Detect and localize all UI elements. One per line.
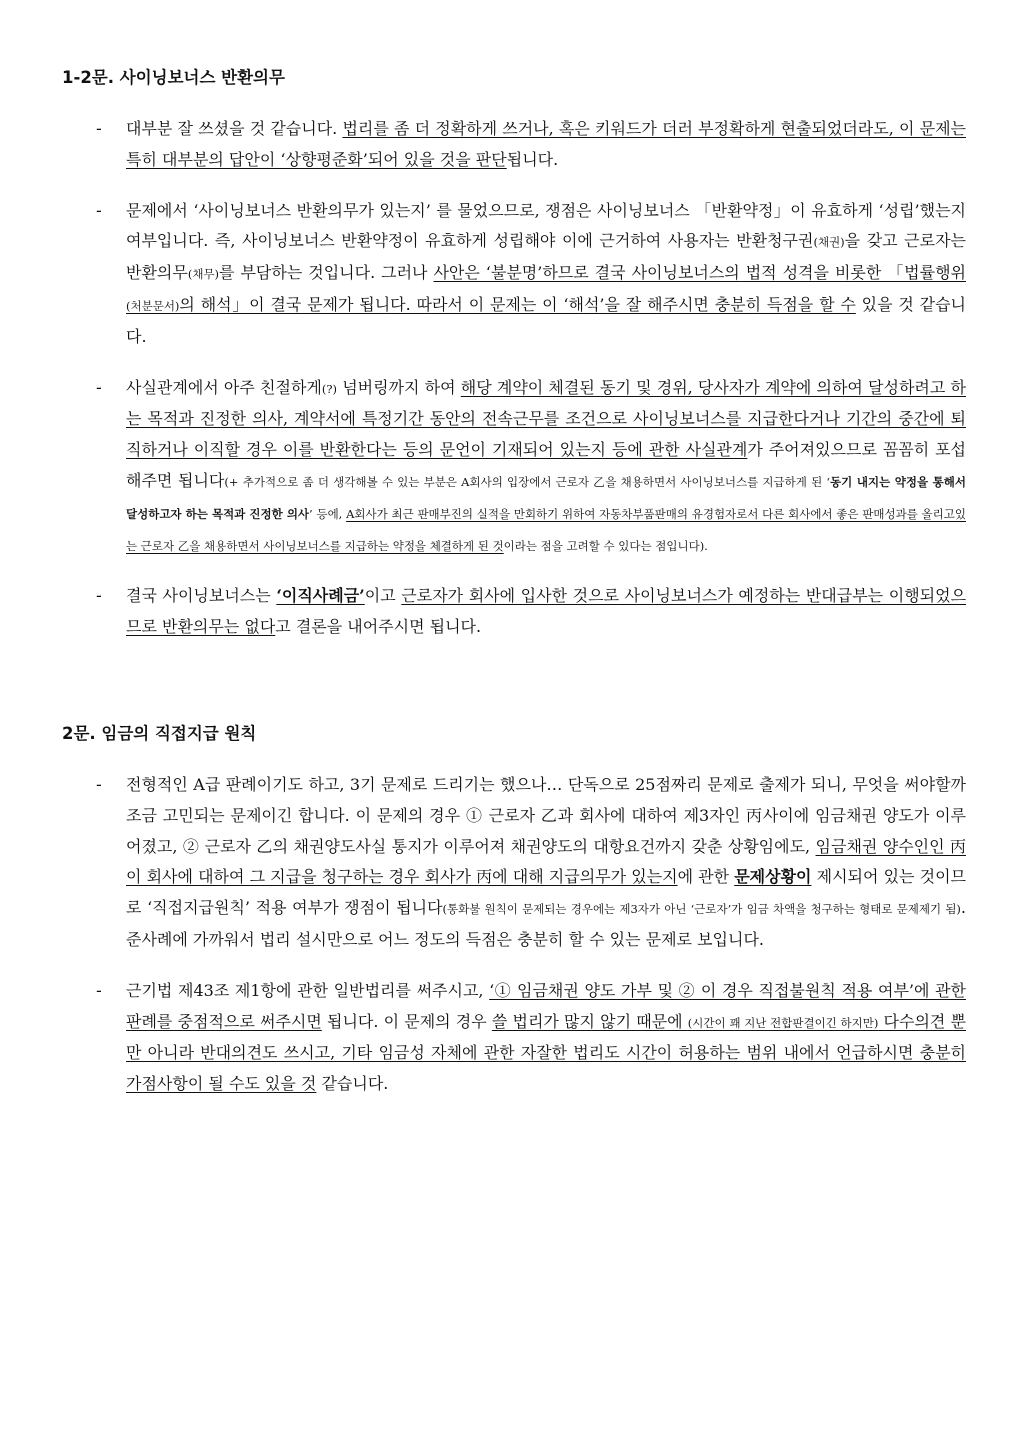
text-run: 을 갖고 근로자는 반환의무 (126, 231, 966, 283)
underlined-small-text-run: (시간이 꽤 지난 전합판결이긴 하지만) (687, 1015, 879, 1030)
section-heading: 1-2문. 사이닝보너스 반환의무 (62, 68, 285, 87)
underlined-text-run: 다수의견 뿐만 아니라 반대의견도 쓰시고, 기타 임금성 자체에 관한 자잘한 법리도 시간이 허용하는 범위 내에서 언급하시면 충분히 가점사항이 될 수도 있을 것 (126, 1011, 967, 1094)
list-item (62, 770, 966, 956)
small-text-run: ’ 등에, (309, 506, 347, 521)
list-item (62, 373, 966, 562)
small-text-run: (+ 추가적으로 좀 더 생각해볼 수 있는 부분은 A회사의 입장에서 근로자 乙을 채용하면서 사이닝보너스를 지급하게 된 ‘ (224, 474, 831, 489)
underlined-small-text-run: (처분문서) (126, 298, 180, 313)
underlined-text-run: 의 해석」이 결국 문제가 됩니다. 따라서 이 문제는 이 ‘해석’을 잘 해주시면 충분히 득점을 할 수 (179, 294, 856, 314)
underlined-text-run: 근로자가 회사에 입사한 것으로 사이닝보너스가 예정하는 반대급부는 이행되었으므로 반환의무는 없다 (126, 586, 967, 637)
small-text-run: (통화불 원칙이 문제되는 경우에는 제3자가 아닌 ‘근로자’가 임금 차액을 청구하는 형태로 문제제기 됨) (442, 902, 961, 917)
text-run: . 준사례에 가까워서 법리 설시만으로 어느 정도의 득점은 충분히 할 수 있는 문제로 보입니다. (126, 898, 967, 949)
text-run: 근기법 제43조 제1항에 관한 일반법리를 써주시고, (126, 980, 490, 1000)
bold-underlined-text-run: 문제상황이 (734, 867, 812, 887)
underlined-text-run: 임금채권 양수인인 丙이 회사에 대하여 그 지급을 청구하는 경우 회사가 丙에 대해 지급의무가 있는지 (126, 836, 966, 887)
item-text (126, 581, 966, 643)
small-text-run: (채권) (813, 235, 845, 250)
bullet-dash: - (96, 377, 102, 397)
list-item (62, 114, 966, 176)
bullet-dash: - (96, 119, 102, 138)
section-heading: 2문. 임금의 직접지급 원칙 (62, 724, 257, 743)
list-item (62, 196, 966, 353)
section-1-2-signing-bonus (62, 64, 966, 663)
text-run: 이고 (364, 586, 402, 606)
text-run: 전형적인 A급 판례이기도 하고, 3기 문제로 드리기는 했으나… 단독으로 25점짜리 문제로 출제가 되니, 무엇을 써야할까 조금 고민되는 문제이긴 합니다. 이 문제의 경우 ① 근로자 乙과 회사에 대하여 제3자인 丙사이에 임금채권 양도가 이루어졌고, ② 근로자 乙의 채권양도사실 통지가 이루어져 채권양도의 대항요건까지 갖춘 상황임에도, (126, 775, 966, 856)
text-run: 결국 사이닝보너스는 (126, 586, 277, 606)
item-text (126, 770, 966, 956)
text-run: 사실관계에서 아주 친절하게 (126, 377, 322, 397)
underlined-small-text-run: A회사가 최근 판매부진의 실적을 만회하기 위하여 자동차부품판매의 유경험자로서 다른 회사에서 좋은 판매성과를 올리고있는 근로자 乙을 채용하면서 사이닝보너스를 지급하는 약정을 체결하게 된 것 (126, 506, 966, 553)
section-2-direct-wage-payment (62, 720, 966, 1120)
underlined-text-run: 법리를 좀 더 정확하게 쓰거나, 혹은 키워드가 더러 부정확하게 현출되었더라도, 이 문제는 특히 대부분의 답안이 ‘상향평준화’되어 있을 것을 판단 (126, 119, 966, 169)
bullet-dash: - (96, 200, 102, 220)
text-run: 있을 것 같습니다. (126, 294, 966, 346)
underlined-text-run: 쓸 법리가 많지 않기 때문에 (491, 1011, 688, 1031)
bold-small-text-run: 동기 내지는 약정을 통해서 달성하고자 하는 목적과 진정한 의사 (126, 474, 966, 521)
text-run: 문제에서 ‘사이닝보너스 반환의무가 있는지’ 를 물었으므로, 쟁점은 사이닝보너스 「반환약정」이 유효하게 ‘성립’했는지 여부입니다. 즉, 사이닝보너스 반환약정이 유효하게 성립해야 이에 근거하여 사용자는 반환청구권 (126, 200, 966, 251)
bullet-dash: - (96, 980, 102, 1000)
item-text (126, 373, 966, 562)
small-text-run: 이라는 점을 고려할 수 있다는 점입니다). (503, 538, 708, 553)
bullet-dash: - (96, 586, 102, 606)
text-run: 같습니다. (316, 1074, 389, 1094)
small-text-run: (?) (321, 381, 337, 396)
text-run: 됩니다. 이 문제의 경우 (321, 1011, 492, 1031)
text-run: 가 주어져있으므로 꼼꼼히 포섭해주면 됩니다 (126, 440, 966, 490)
text-run: 제시되어 있는 것이므로 ‘직접지급원칙’ 적용 여부가 쟁점이 됩니다 (126, 867, 966, 918)
underlined-text-run: ‘① 임금채권 양도 가부 및 ② 이 경우 직접불원칙 적용 여부’에 관한 판례를 중점적으로 써주시면 (126, 980, 967, 1031)
underlined-text-run: 해당 계약이 체결된 동기 및 경위, 당사자가 계약에 의하여 달성하려고 하는 목적과 진정한 의사, 계약서에 특정기간 동안의 전속근무를 조건으로 사이닝보너스를 지급한다거나 기간의 중간에 퇴직하거나 이직할 경우 이를 반환한다는 등의 문언이 기재되어 있는지 등에 관한 사실관계 (126, 377, 966, 460)
bold-underlined-text-run: ‘이직사례금’ (276, 586, 365, 606)
item-text (126, 976, 966, 1100)
text-run: 됩니다. (506, 149, 559, 169)
item-text (126, 114, 966, 176)
small-text-run: (채무) (187, 267, 220, 282)
bullet-dash: - (96, 775, 102, 794)
list-item (62, 976, 966, 1100)
list-item (62, 581, 966, 643)
text-run: 넘버링까지 하여 (337, 377, 461, 397)
text-run: 고 결론을 내어주시면 됩니다. (275, 617, 482, 637)
underlined-text-run: 사안은 ‘불분명’하므로 결국 사이닝보너스의 법적 성격을 비롯한 「법률행위 (433, 263, 966, 283)
item-text (126, 196, 966, 353)
text-run: 에 관한 (677, 867, 735, 887)
text-run: 대부분 잘 쓰셨을 것 같습니다. (126, 119, 343, 138)
text-run: 를 부담하는 것입니다. 그러나 (219, 263, 434, 283)
